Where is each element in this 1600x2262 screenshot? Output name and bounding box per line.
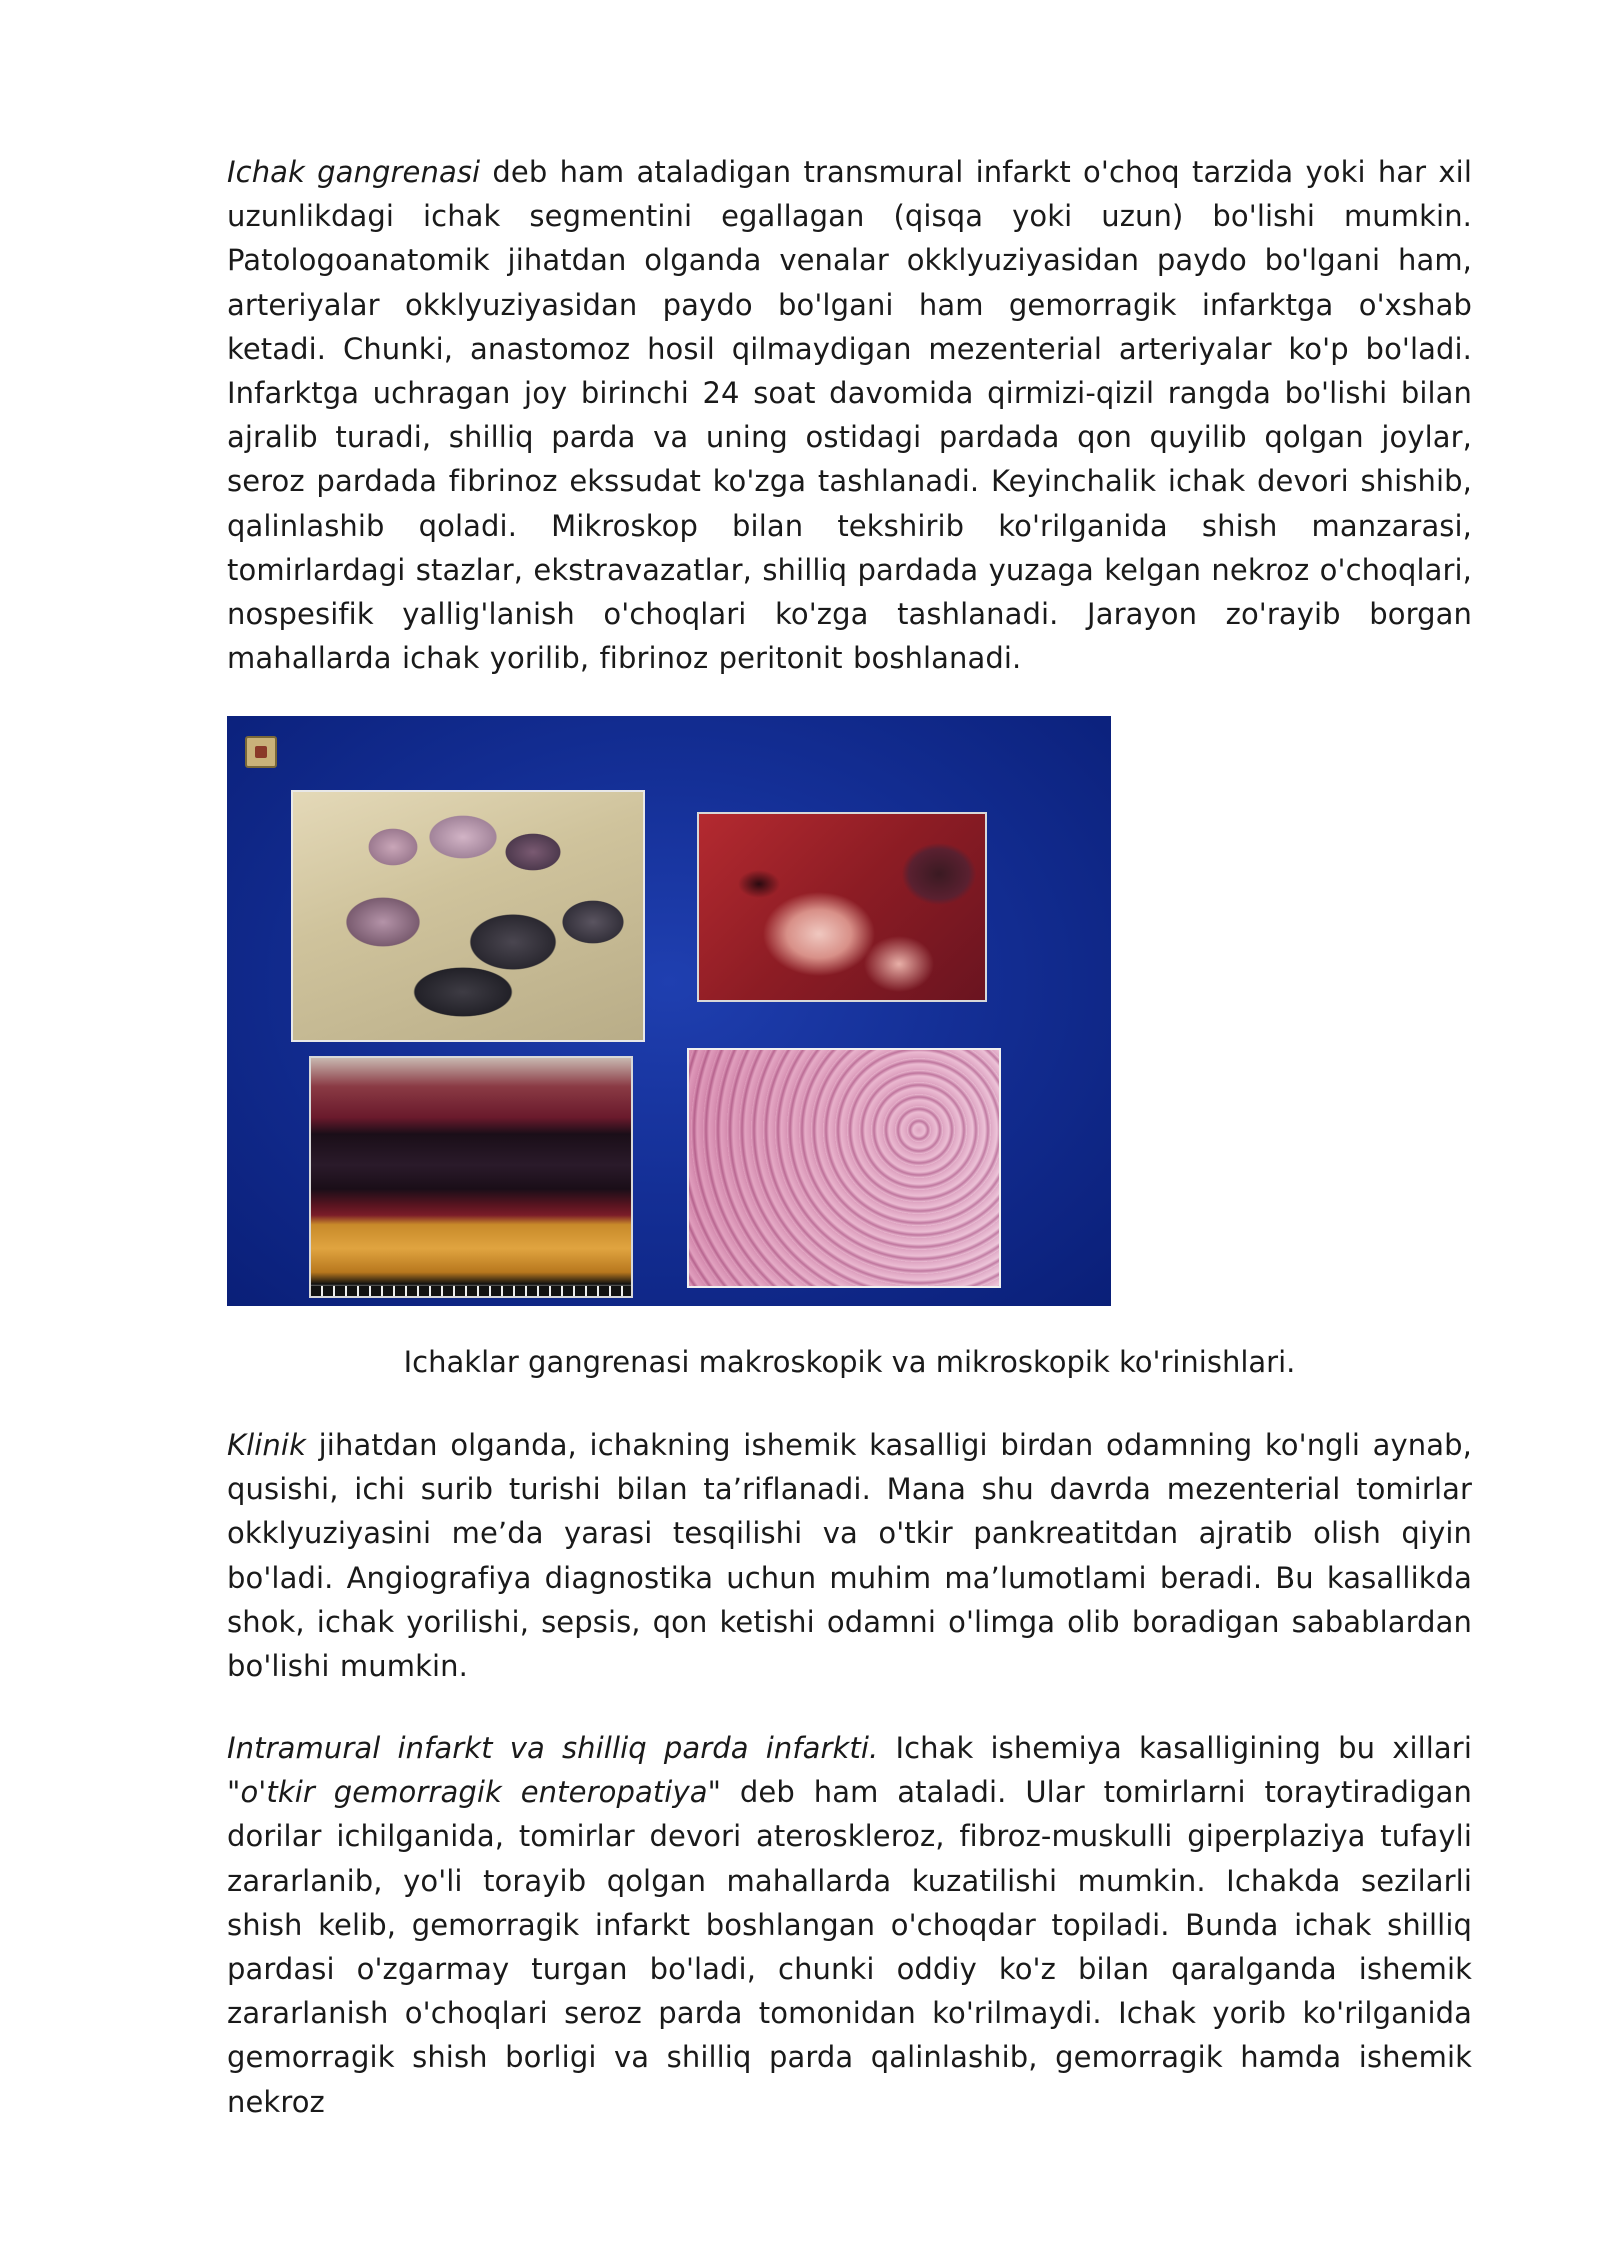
gangrene-figure	[227, 716, 1111, 1306]
term-ichak-gangrenasi: Ichak gangrenasi	[227, 155, 481, 189]
scale-ruler	[311, 1286, 631, 1296]
paragraph-clinical-text: jihatdan olganda, ichakning ishemik kasalligi birdan odamning ko'ngli aynab, qusishi, ichi surib turishi bilan ta’riflanadi. Mana shu davrda mezenterial tomirlar okklyuziyasini me’da yarasi tesqilishi va o'tkir pankreatitdan ajratib olish qiyin bo'ladi. Angiografiya diagnostika uchun muhim ma’lumotlami beradi. Bu kasallikda shok, ichak yorilishi, sepsis, qon ketishi odamni o'limga olib boradigan sabablardan bo'lishi mumkin.	[227, 1428, 1472, 1684]
slide-logo-icon	[245, 736, 277, 768]
figure-caption: Ichaklar gangrenasi makroskopik va mikroskopik ko'rinishlari.	[403, 1345, 1296, 1379]
histology-micrograph	[687, 1048, 1001, 1288]
paragraph-intramural	[227, 1726, 1472, 2124]
term-enteropatiya: "o'tkir gemorragik enteropatiya"	[227, 1775, 722, 1810]
paragraph-gangrene-text: deb ham ataladigan transmural infarkt o'choq tarzida yoki har xil uzunlikdagi ichak segmentini egallagan (qisqa yoki uzun) bo'lishi mumkin. Patologoanatomik jihatdan olganda venalar okklyuziyasidan paydo bo'lgani ham, arteriyalar okklyuziyasidan paydo bo'lgani ham gemorragik infarktga o'xshab ketadi. Chunki, anastomoz hosil qilmaydigan mezenterial arteriyalar ko'p bo'ladi. Infarktga uchragan joy birinchi 24 soat davomida qirmizi-qizil rangda bo'lishi bilan ajralib turadi, shilliq parda va uning ostidagi pardada qon quyilib qolgan joylar, seroz pardada fibrinoz ekssudat ko'zga tashlanadi. Keyinchalik ichak devori shishib, qalinlashib qoladi. Mikroskop bilan tekshirib ko'rilganida shish manzarasi, tomirlardagi stazlar, ekstravazatlar, shilliq pardada yuzaga kelgan nekroz o'choqlari, nospesifik yallig'lanish o'choqlari ko'zga tashlanadi. Jarayon zo'rayib borgan mahallarda ichak yorilib, fibrinoz peritonit boshlanadi.	[227, 155, 1472, 676]
paragraph-gangrene	[227, 150, 1472, 680]
paragraph-clinical	[227, 1423, 1472, 1688]
gross-intestines-photo	[291, 790, 645, 1042]
hemorrhagic-mucosa-photo	[697, 812, 987, 1002]
term-klinik: Klinik	[227, 1428, 306, 1462]
paragraph-intramural-text-b: deb ham ataladi. Ular tomirlarni toraytiradigan dorilar ichilganida, tomirlar devori ateroskleroz, fibroz-muskulli giperplaziya tufayli zararlanib, yo'li torayib qolgan mahallarda kuzatilishi mumkin. Ichakda sezilarli shish kelib, gemorragik infarkt boshlangan o'choqdar topiladi. Bunda ichak shilliq pardasi o'zgarmay turgan bo'ladi, chunki oddiy ko'z bilan qaralganda ishemik zararlanish o'choqlari seroz parda tomonidan ko'rilmaydi. Ichak yorib ko'rilganida gemorragik shish borligi va shilliq parda qalinlashib, gemorragik hamda ishemik nekroz	[227, 1775, 1472, 2119]
term-intramural-infarkt: Intramural infarkt va shilliq parda infarkti.	[227, 1731, 879, 1765]
paragraph-intramural-text-a: Ichak ishemiya kasalligining bu xillari	[878, 1731, 1472, 1765]
opened-bowel-photo	[309, 1056, 633, 1298]
